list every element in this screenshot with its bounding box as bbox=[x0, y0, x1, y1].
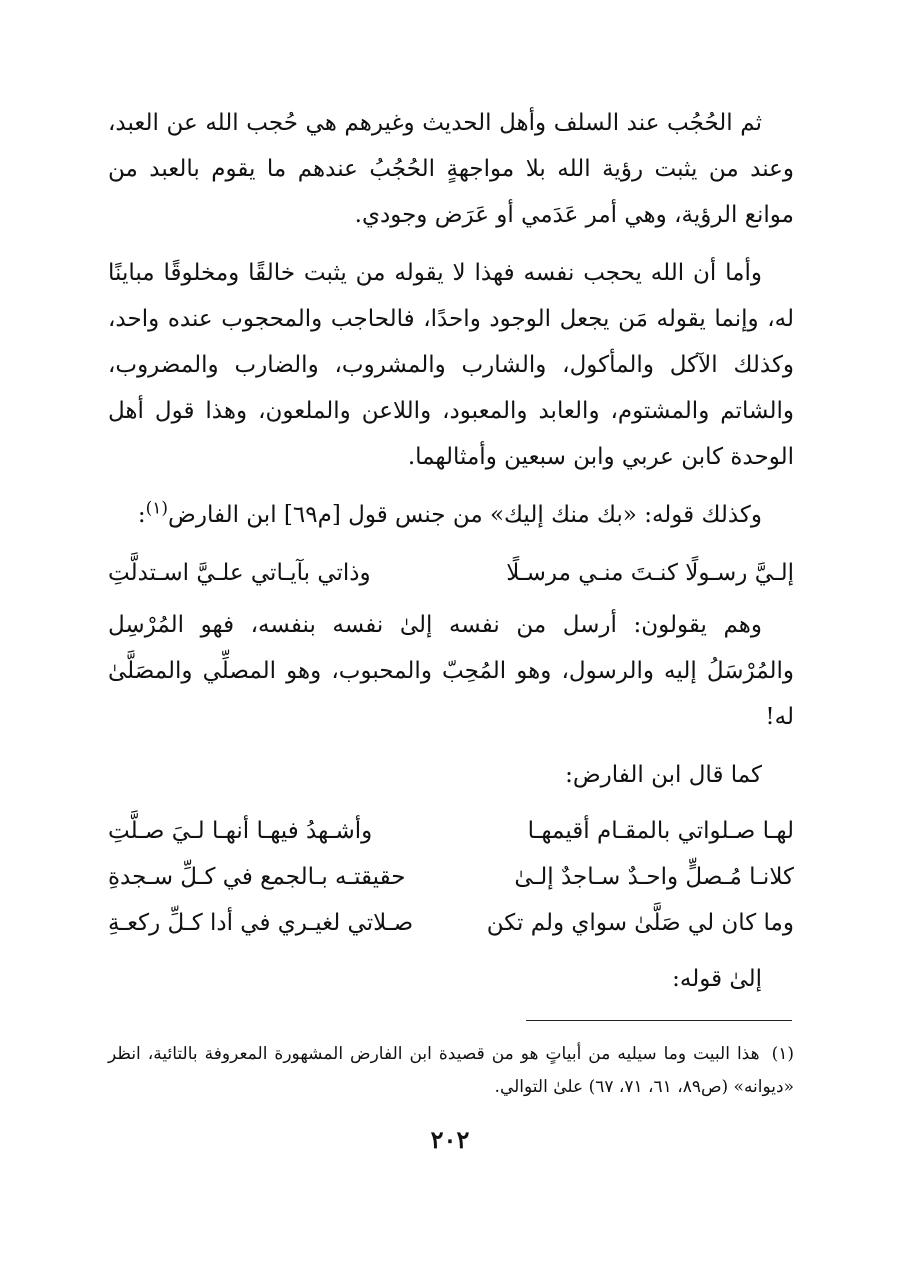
verse-second-hemistich: وذاتي بآيـاتي علـيَّ اسـتدلَّتِ bbox=[108, 560, 371, 586]
poem-verse bbox=[108, 900, 794, 946]
poem-first-hemistich: كلانـا مُـصلٍّ واحـدٌ سـاجدٌ إلـىٰ bbox=[514, 864, 794, 890]
verse-line bbox=[108, 550, 794, 596]
poem-first-hemistich: لهـا صـلواتي بالمقـام أقيمهـا bbox=[527, 818, 794, 844]
poem-second-hemistich: حقيقتـه بـالجمع في كـلِّ سـجدةِ bbox=[108, 864, 406, 890]
poem bbox=[108, 808, 794, 946]
poem-first-hemistich: وما كان لي صَلَّىٰ سواي ولم تكن bbox=[486, 910, 794, 936]
page-number: ٢٠٢ bbox=[430, 1125, 470, 1154]
footnote bbox=[108, 1038, 794, 1104]
closing-line: إلىٰ قوله: bbox=[672, 966, 762, 992]
poem-second-hemistich: صـلاتي لغيـري في أدا كـلِّ ركعـةِ bbox=[108, 910, 414, 936]
footnote-number: (١) bbox=[771, 1044, 794, 1064]
quote-intro bbox=[108, 492, 794, 538]
footnote-divider bbox=[526, 1020, 792, 1021]
quote-intro-colon: : bbox=[137, 502, 146, 528]
footnote-ref: (١) bbox=[145, 498, 169, 519]
poem-intro: كما قال ابن الفارض: bbox=[565, 762, 762, 788]
paragraph-wahda: وأما أن الله يحجب نفسه فهذا لا يقوله من يثبت خالقًا ومخلوقًا مباينًا له، وإنما يقوله مَن يجعل الوجود واحدًا، فالحاجب والمحجوب عنده واحد، وكذلك الآكل والمأكول، والشارب والمشروب، والضارب والمضروب، والشاتم والمشتوم، والعابد والمعبود، واللاعن والملعون، وهذا قول أهل الوحدة كابن عربي وابن سبعين وأمثالهما. bbox=[108, 260, 794, 470]
verse-first-hemistich: إلـيَّ رسـولًا كنـتَ منـي مرسـلًا bbox=[506, 560, 794, 586]
quote-intro-text: وكذلك قوله: «بك منك إليك» من جنس قول [م٦٩] ابن الفارض bbox=[168, 502, 762, 528]
paragraph-hujub: ثم الحُجُب عند السلف وأهل الحديث وغيرهم هي حُجب الله عن العبد، وعند من يثبت رؤية الله بلا مواجهةٍ الحُجُبُ عندهم ما يقوم بالعبد من موانع الرؤية، وهي أمر عَدَمي أو عَرَض وجودي. bbox=[108, 110, 794, 228]
paragraph-mursil: وهم يقولون: أرسل من نفسه إلىٰ نفسه بنفسه، فهو المُرْسِل والمُرْسَلُ إليه والرسول، وهو المُحِبّ والمحبوب، وهو المصلِّي والمصَلَّىٰ له! bbox=[108, 612, 794, 730]
poem-verse bbox=[108, 854, 794, 900]
poem-second-hemistich: وأشـهدُ فيهـا أنهـا لـيَ صـلَّتِ bbox=[108, 818, 373, 844]
poem-verse bbox=[108, 808, 794, 854]
footnote-text: هذا البيت وما سيليه من أبياتٍ هو من قصيدة ابن الفارض المشهورة المعروفة بالتائية، انظر «ديوانه» (ص٨٩، ٦١، ٧١، ٦٧) علىٰ التوالي. bbox=[108, 1044, 794, 1097]
page-body bbox=[108, 100, 794, 1012]
